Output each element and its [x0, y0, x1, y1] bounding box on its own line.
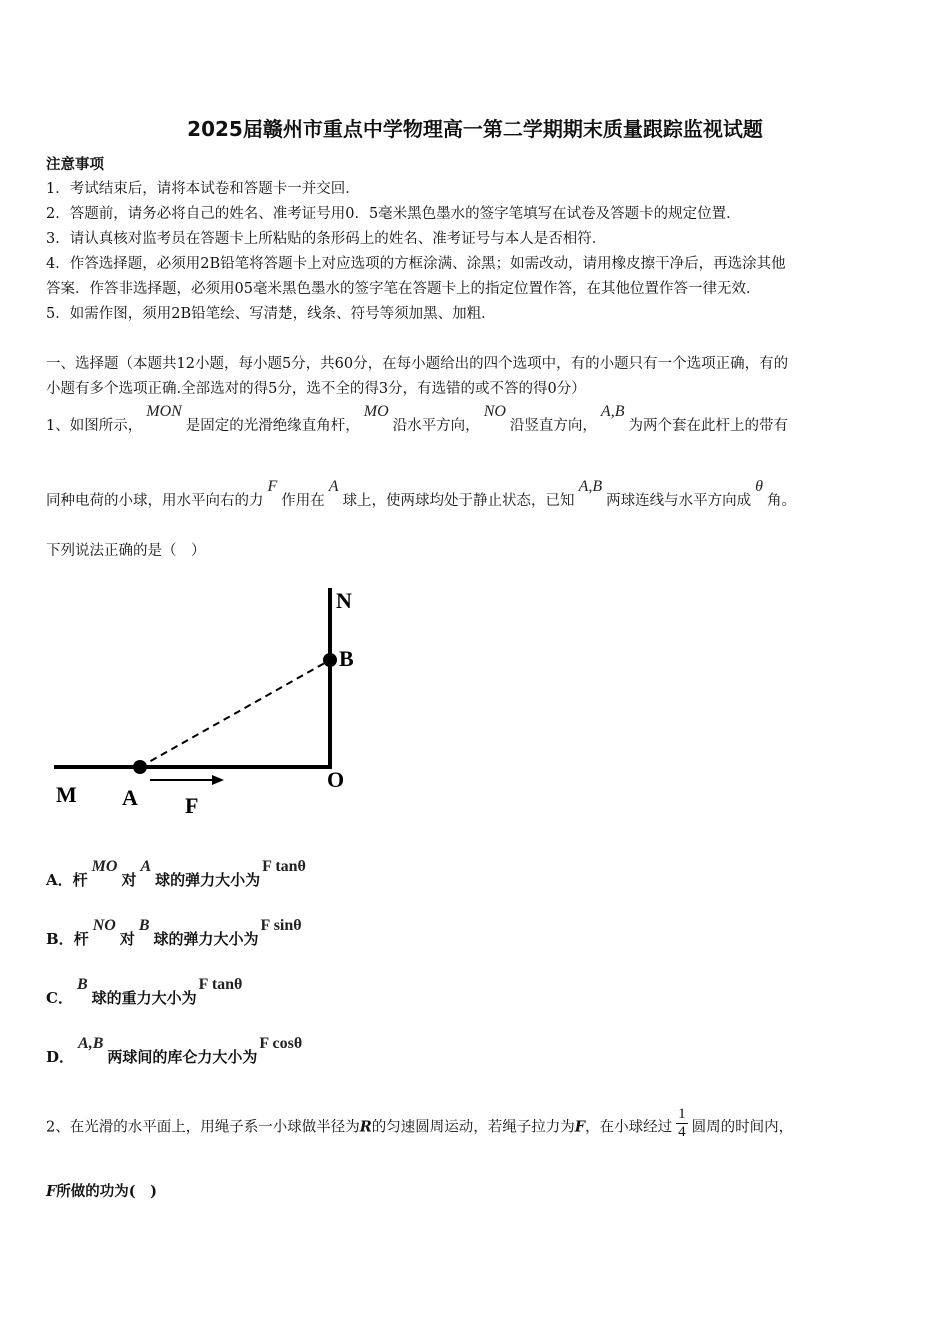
label-N: N [336, 588, 352, 613]
ball-A [133, 760, 147, 774]
math-MO: MO [363, 403, 389, 420]
option-c[interactable]: C．B球的重力大小为F tanθ [46, 976, 243, 1007]
label-M: M [56, 782, 77, 807]
math-F: F [267, 478, 278, 495]
ball-B [323, 653, 337, 667]
math-A: A [328, 478, 339, 495]
math-MON: MON [146, 403, 182, 420]
q1-line2: 同种电荷的小球，用水平向右的力F作用在A球上，使两球均处于静止状态，已知A,B两球连线与水平方向成θ角。 [46, 478, 796, 509]
option-a[interactable]: A．杆MO对A球的弹力大小为F tanθ [46, 858, 306, 889]
q1-prompt: 下列说法正确的是（ ） [46, 543, 206, 559]
force-arrow-head [212, 775, 224, 785]
notice-item: 1．考试结束后，请将本试卷和答题卡一并交回． [46, 181, 360, 197]
q2-line1: 2、在光滑的水平面上，用绳子系一小球做半径为R的匀速圆周运动，若绳子拉力为F，在小球经过 $\frac{1}{4}$ 圆周的时间内， [46, 1106, 794, 1140]
math-AB: A,B [578, 478, 603, 495]
notice-heading: 注意事项 [46, 156, 104, 173]
label-A: A [122, 785, 138, 810]
fraction-one-quarter: $\frac{1}{4}$ [678, 1106, 686, 1140]
notice-item: 2．答题前，请务必将自己的姓名、准考证号用0．5毫米黑色墨水的签字笔填写在试卷及答题卡的规定位置． [46, 206, 741, 222]
page-title: 2025届赣州市重点中学物理高一第二学期期末质量跟踪监视试题 [187, 117, 763, 141]
q1-line1: 1、如图所示，MON是固定的光滑绝缘直角杆，MO沿水平方向，NO沿竖直方向，A,B为两个套在此杆上的带有 [46, 403, 788, 434]
section-heading-line1: 一、选择题（本题共12小题，每小题5分，共60分，在每小题给出的四个选项中，有的小题只有一个选项正确，有的 [46, 356, 789, 372]
math-NO: NO [483, 403, 506, 420]
q1-figure [40, 580, 380, 825]
notice-item: 答案．作答非选择题，必须用05毫米黑色墨水的签字笔在答题卡上的指定位置作答，在其他位置作答一律无效． [46, 281, 761, 297]
math-theta: θ [755, 478, 763, 495]
option-d[interactable]: D．A,B两球间的库仑力大小为F cosθ [46, 1035, 303, 1066]
dashed-line-AB [140, 660, 330, 767]
label-F: F [185, 793, 199, 818]
math-AB: A,B [600, 403, 625, 420]
notice-item: 5．如需作图，须用2B铅笔绘、写清楚，线条、符号等须加黑、加粗． [46, 306, 496, 322]
notice-item: 4．作答选择题，必须用2B铅笔将答题卡上对应选项的方框涂满、涂黑；如需改动，请用橡皮擦干净后，再选涂其他 [46, 256, 786, 272]
q2-line2: F所做的功为( ) [46, 1183, 158, 1200]
label-O: O [327, 767, 345, 792]
option-b[interactable]: B．杆NO对B球的弹力大小为F sinθ [46, 917, 302, 948]
notice-item: 3．请认真核对监考员在答题卡上所粘贴的条形码上的姓名、准考证号与本人是否相符． [46, 231, 607, 247]
label-B: B [339, 646, 354, 671]
section-heading-line2: 小题有多个选项正确.全部选对的得5分，选不全的得3分，有选错的或不答的得0分） [46, 381, 586, 397]
